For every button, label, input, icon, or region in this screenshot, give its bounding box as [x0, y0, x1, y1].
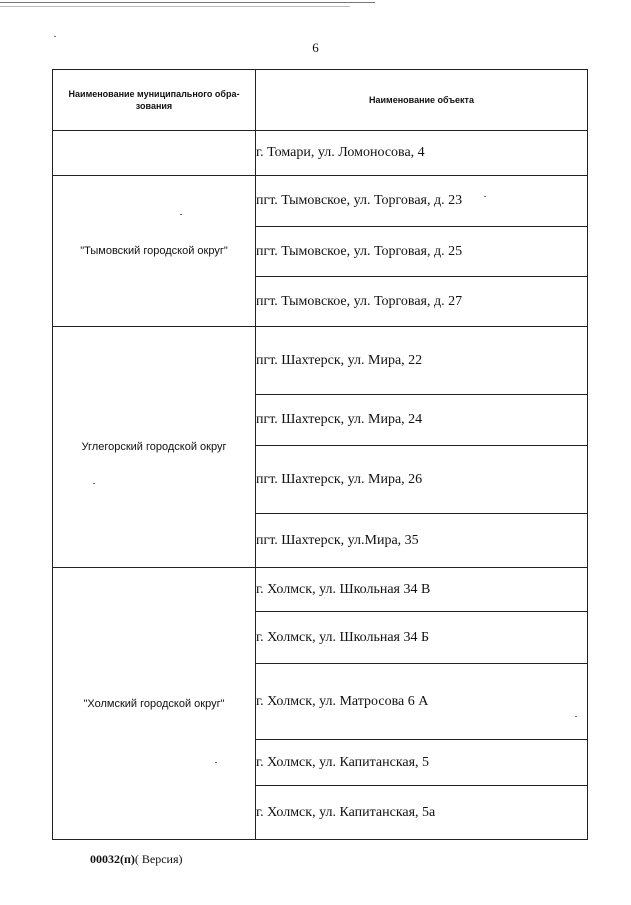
header-object: Наименование объекта — [256, 70, 588, 131]
top-rule-faint — [0, 6, 350, 7]
object-cell: пгт. Тымовское, ул. Торговая, д. 25 — [256, 227, 588, 277]
object-cell: пгт. Шахтерск, ул. Мира, 26 — [256, 446, 588, 514]
page-number: 6 — [312, 40, 319, 55]
scan-speck — [93, 483, 95, 484]
table-row — [53, 176, 588, 227]
municipality-cell: "Тымовский городской округ" — [53, 176, 256, 327]
table-row — [53, 327, 588, 395]
municipality-cell — [53, 131, 256, 176]
object-cell: г. Холмск, ул. Матросова 6 А — [256, 664, 588, 740]
table-row — [53, 568, 588, 612]
object-cell: пгт. Шахтерск, ул. Мира, 24 — [256, 395, 588, 446]
document-footer — [90, 852, 183, 867]
object-cell: г. Томари, ул. Ломоносова, 4 — [256, 131, 588, 176]
objects-table — [52, 69, 588, 840]
scan-speck — [180, 214, 182, 215]
object-cell: пгт. Тымовское, ул. Торговая, д. 27 — [256, 277, 588, 327]
municipality-cell: Углегорский городской округ — [53, 327, 256, 568]
object-cell: пгт. Шахтерск, ул. Мира, 22 — [256, 327, 588, 395]
header-municipality: Наименование муниципального обра-зования — [53, 70, 256, 131]
object-cell: г. Холмск, ул. Школьная 34 В — [256, 568, 588, 612]
object-cell: г. Холмск, ул. Капитанская, 5 — [256, 740, 588, 786]
scan-speck — [484, 196, 486, 197]
municipality-cell: "Холмский городской округ" — [53, 568, 256, 840]
object-cell: пгт. Шахтерск, ул.Мира, 35 — [256, 514, 588, 568]
footer-version: ( Версия) — [134, 852, 183, 866]
footer-code: 00032(п) — [90, 852, 135, 866]
table-header-row — [53, 70, 588, 131]
top-rule — [0, 2, 375, 3]
object-cell: пгт. Тымовское, ул. Торговая, д. 23 — [256, 176, 588, 227]
table-row — [53, 131, 588, 176]
scan-speck — [54, 36, 56, 37]
object-cell: г. Холмск, ул. Капитанская, 5а — [256, 786, 588, 840]
scan-speck — [575, 716, 577, 717]
object-cell: г. Холмск, ул. Школьная 34 Б — [256, 612, 588, 664]
scan-speck — [215, 762, 217, 763]
